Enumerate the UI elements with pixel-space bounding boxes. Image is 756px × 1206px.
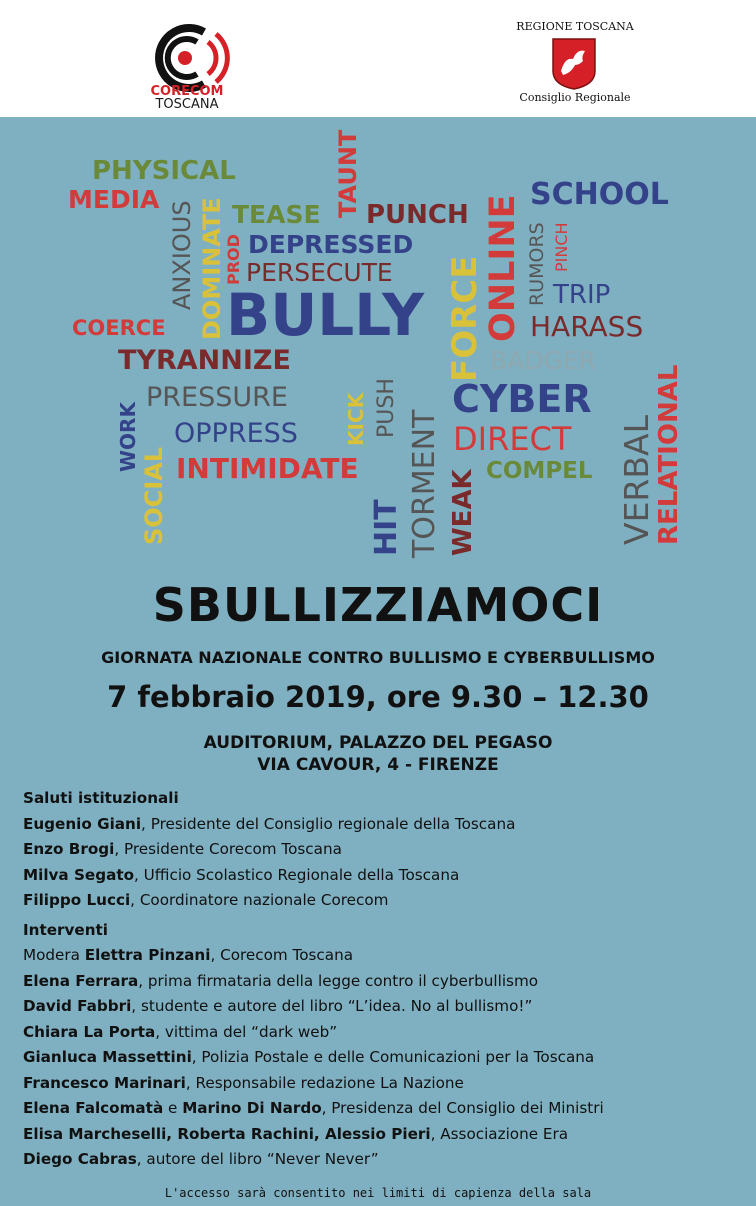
word-coerce: COERCE [72,316,166,340]
speaker-role: , autore del libro “Never Never” [136,1150,379,1168]
corecom-logo-line2: TOSCANA [155,97,219,112]
speaker-name: Milva Segato [23,865,135,884]
word-rumors: RUMORS [526,222,548,306]
speaker-name: Filippo Lucci [23,891,131,909]
speaker-name: Chiara La Porta [23,1022,156,1041]
speaker-role: , Responsabile redazione La Nazione [185,1073,464,1092]
speaker-row [23,888,753,914]
speaker-role: , studente e autore del libro “L’idea. No al bullismo!” [131,997,533,1015]
moderator-prefix: Modera [23,946,85,964]
speaker-role: , Polizia Postale e delle Comunicazioni per la Toscana [191,1048,595,1066]
word-cloud [0,120,756,570]
program [23,786,753,1173]
saluti-heading: Saluti istituzionali [23,789,179,807]
speaker-name: Gianluca Massettini [23,1048,192,1066]
region-line2: Consiglio Regionale [519,91,631,104]
word-media: MEDIA [68,185,160,214]
word-dominate: DOMINATE [198,197,226,340]
word-anxious: ANXIOUS [168,200,196,310]
word-punch: PUNCH [366,200,469,230]
speaker-row [23,837,753,863]
speaker-name: Marino Di Nardo [182,1099,322,1117]
word-persecute: PERSECUTE [246,258,393,287]
speaker-row [23,994,753,1020]
speaker-role: , prima firmataria della legge contro il cyberbullismo [138,971,539,990]
corecom-logo-text [144,85,230,111]
word-intimidate: INTIMIDATE [176,452,359,485]
corecom-logo-line1: CORECOM [150,84,224,99]
word-badger: BADGER [490,346,597,375]
speaker-role: , vittima del “dark web” [155,1022,338,1041]
speaker-row [23,1122,753,1148]
word-push: PUSH [374,378,399,438]
word-cyber: CYBER [452,377,592,421]
speaker-name: Enzo Brogi [23,840,115,858]
event-datetime: 7 febbraio 2019, ore 9.30 – 12.30 [107,680,649,714]
word-pinch: PINCH [552,222,571,272]
speaker-role: , Associazione Era [430,1124,569,1143]
venue-line2: VIA CAVOUR, 4 - FIRENZE [257,755,499,775]
access-note: L'accesso sarà consentito nei limiti di capienza della sala [164,1186,592,1200]
word-depressed: DEPRESSED [248,230,414,259]
speaker-role: , Presidente Corecom Toscana [114,840,342,858]
word-pressure: PRESSURE [146,382,288,413]
word-compel: COMPEL [486,458,593,484]
speaker-role: , Presidenza del Consiglio dei Ministri [321,1099,604,1117]
speaker-row [23,1020,753,1046]
word-tease: TEASE [232,200,321,229]
word-force: FORCE [445,255,485,382]
word-harass: HARASS [530,310,644,343]
word-school: SCHOOL [530,177,669,212]
speaker-role: , Ufficio Scolastico Regionale della Toscana [134,865,460,884]
word-online: ONLINE [483,194,523,342]
event-subtitle: GIORNATA NAZIONALE CONTRO BULLISMO E CYBERBULLISMO [101,648,655,667]
speaker-joiner: e [163,1099,183,1117]
word-prod: PROD [224,234,243,285]
speaker-row [23,969,753,995]
speaker-row [23,1045,753,1071]
speaker-name: Elena Ferrara [23,971,139,990]
word-taunt: TAUNT [334,129,362,218]
moderator-role: , Corecom Toscana [210,946,354,964]
word-bully: BULLY [226,281,425,349]
word-torment: TORMENT [407,409,442,558]
word-trip: TRIP [553,280,611,310]
interventi-heading: Interventi [23,920,108,939]
word-social: SOCIAL [140,446,168,545]
word-oppress: OPPRESS [174,418,298,449]
region-line1: REGIONE TOSCANA [516,20,634,33]
venue-line1: AUDITORIUM, PALAZZO DEL PEGASO [203,733,553,753]
event-title: SBULLIZZIAMOCI [152,578,604,632]
word-weak: WEAK [448,469,478,556]
moderator-name: Elettra Pinzani [84,946,211,964]
speaker-name: Diego Cabras [23,1150,137,1168]
speaker-row [23,863,753,889]
speaker-name: Eugenio Giani [23,814,142,833]
speaker-row [23,812,753,838]
speaker-row [23,1071,753,1097]
speaker-row [23,1096,753,1122]
word-physical: PHYSICAL [92,156,236,186]
speaker-row [23,1147,753,1173]
moderator-row [23,943,753,969]
word-hit: HIT [369,499,404,556]
word-tyrannize: TYRANNIZE [118,345,291,376]
word-work: WORK [116,402,140,472]
speaker-name: David Fabbri [23,997,132,1015]
word-direct: DIRECT [453,420,572,458]
speaker-name: Elisa Marcheselli, Roberta Rachini, Alessio Pieri [23,1124,431,1143]
speaker-name: Francesco Marinari [23,1073,186,1092]
word-kick: KICK [344,392,368,446]
speaker-name: Elena Falcomatà [23,1099,164,1117]
word-verbal: VERBAL [617,415,656,545]
speaker-role: , Presidente del Consiglio regionale della Toscana [141,814,516,833]
word-relational: RELATIONAL [654,364,684,545]
event-venue [0,732,756,776]
pegasus-shield-icon [551,37,597,91]
speaker-role: , Coordinatore nazionale Corecom [130,891,389,909]
